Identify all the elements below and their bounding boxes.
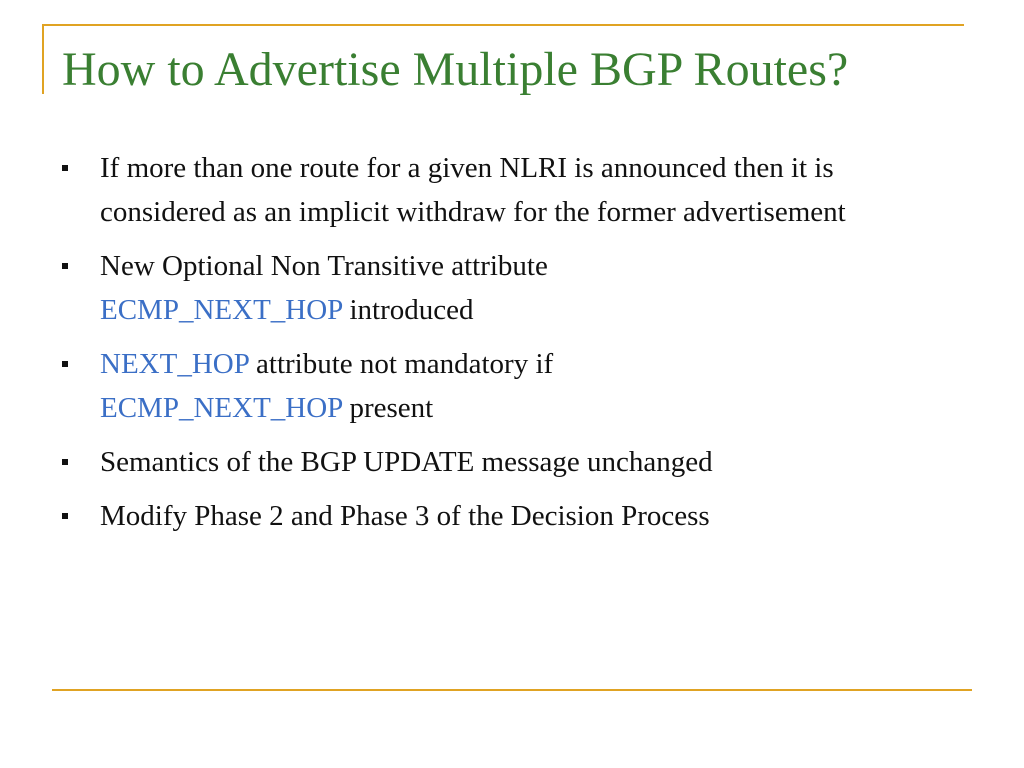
highlighted-term: NEXT_HOP [100, 348, 249, 380]
top-accent-line [42, 24, 964, 26]
square-bullet-icon [62, 361, 68, 367]
slide-title: How to Advertise Multiple BGP Routes? [62, 43, 849, 96]
bullet-text: Semantics of the BGP UPDATE message unchanged [100, 446, 713, 478]
highlighted-term: ECMP_NEXT_HOP [100, 294, 343, 326]
bullet-item-new-attribute [58, 244, 958, 332]
bullet-item-semantics [58, 440, 958, 484]
square-bullet-icon [62, 263, 68, 269]
square-bullet-icon [62, 513, 68, 519]
bullet-text: introduced [349, 294, 474, 326]
bullet-list [58, 146, 958, 548]
bullet-text: attribute not mandatory if [256, 348, 554, 380]
bullet-text: New Optional Non Transitive attribute [100, 250, 548, 282]
highlighted-term: ECMP_NEXT_HOP [100, 392, 343, 424]
left-accent-line [42, 24, 44, 94]
bullet-text: If more than one route for a given NLRI is announced then it is considered as an implicit withdraw for the former advertisement [100, 152, 846, 228]
bullet-text: present [349, 392, 434, 424]
square-bullet-icon [62, 165, 68, 171]
bullet-item-decision-process [58, 494, 958, 538]
square-bullet-icon [62, 459, 68, 465]
bullet-item-next-hop [58, 342, 958, 430]
bullet-text: Modify Phase 2 and Phase 3 of the Decision Process [100, 500, 710, 532]
bullet-item-implicit-withdraw [58, 146, 958, 234]
bottom-accent-line [52, 689, 972, 691]
